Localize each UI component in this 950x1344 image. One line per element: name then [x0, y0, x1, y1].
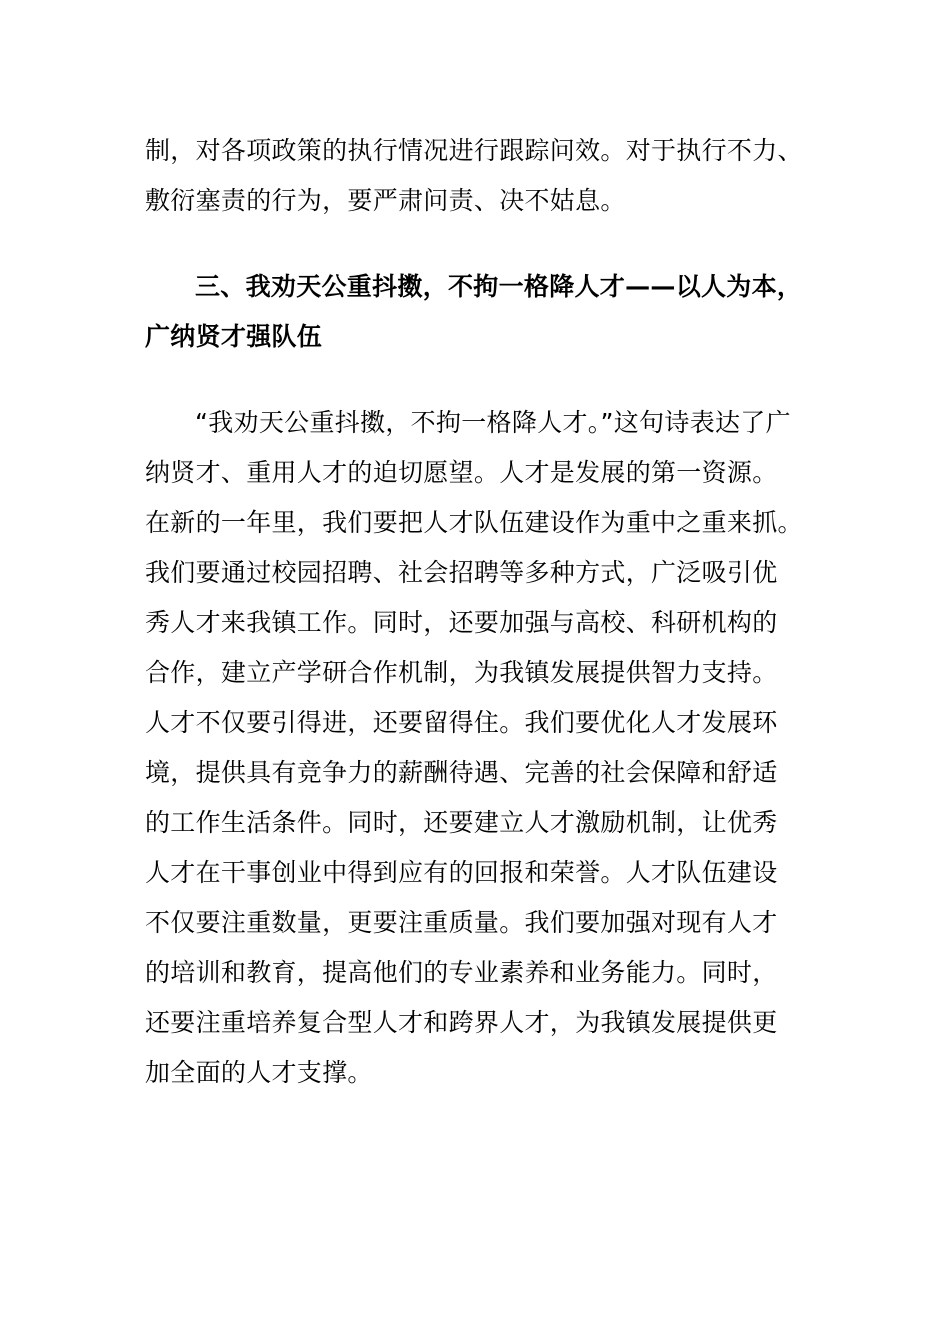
body-line-12: 的培训和教育，提高他们的专业素养和业务能力。同时， — [145, 958, 778, 987]
body-line-3: 在新的一年里，我们要把人才队伍建设作为重中之重来抓。 — [145, 508, 803, 537]
intro-line-1: 制，对各项政策的执行情况进行跟踪问效。对于执行不力、 — [145, 136, 803, 165]
body-line-9: 的工作生活条件。同时，还要建立人才激励机制，让优秀 — [145, 808, 778, 837]
body-line-10: 人才在干事创业中得到应有的回报和荣誉。人才队伍建设 — [145, 858, 778, 887]
section-heading-line-1: 三、我劝天公重抖擞，不拘一格降人才——以人为本， — [195, 272, 803, 301]
body-line-4: 我们要通过校园招聘、社会招聘等多种方式，广泛吸引优 — [145, 558, 778, 587]
body-line-8: 境，提供具有竞争力的薪酬待遇、完善的社会保障和舒适 — [145, 758, 778, 787]
body-line-11: 不仅要注重数量，更要注重质量。我们要加强对现有人才 — [145, 908, 778, 937]
body-line-13: 还要注重培养复合型人才和跨界人才，为我镇发展提供更 — [145, 1008, 778, 1037]
body-line-2: 纳贤才、重用人才的迫切愿望。人才是发展的第一资源。 — [145, 458, 778, 487]
body-line-14: 加全面的人才支撑。 — [145, 1058, 373, 1087]
body-line-7: 人才不仅要引得进，还要留得住。我们要优化人才发展环 — [145, 708, 778, 737]
body-line-1: “我劝天公重抖擞，不拘一格降人才。”这句诗表达了广 — [195, 408, 791, 437]
intro-line-2: 敷衍塞责的行为，要严肃问责、决不姑息。 — [145, 186, 626, 215]
body-line-6: 合作，建立产学研合作机制，为我镇发展提供智力支持。 — [145, 658, 778, 687]
section-heading-line-2: 广纳贤才强队伍 — [145, 322, 323, 351]
body-line-5: 秀人才来我镇工作。同时，还要加强与高校、科研机构的 — [145, 608, 778, 637]
